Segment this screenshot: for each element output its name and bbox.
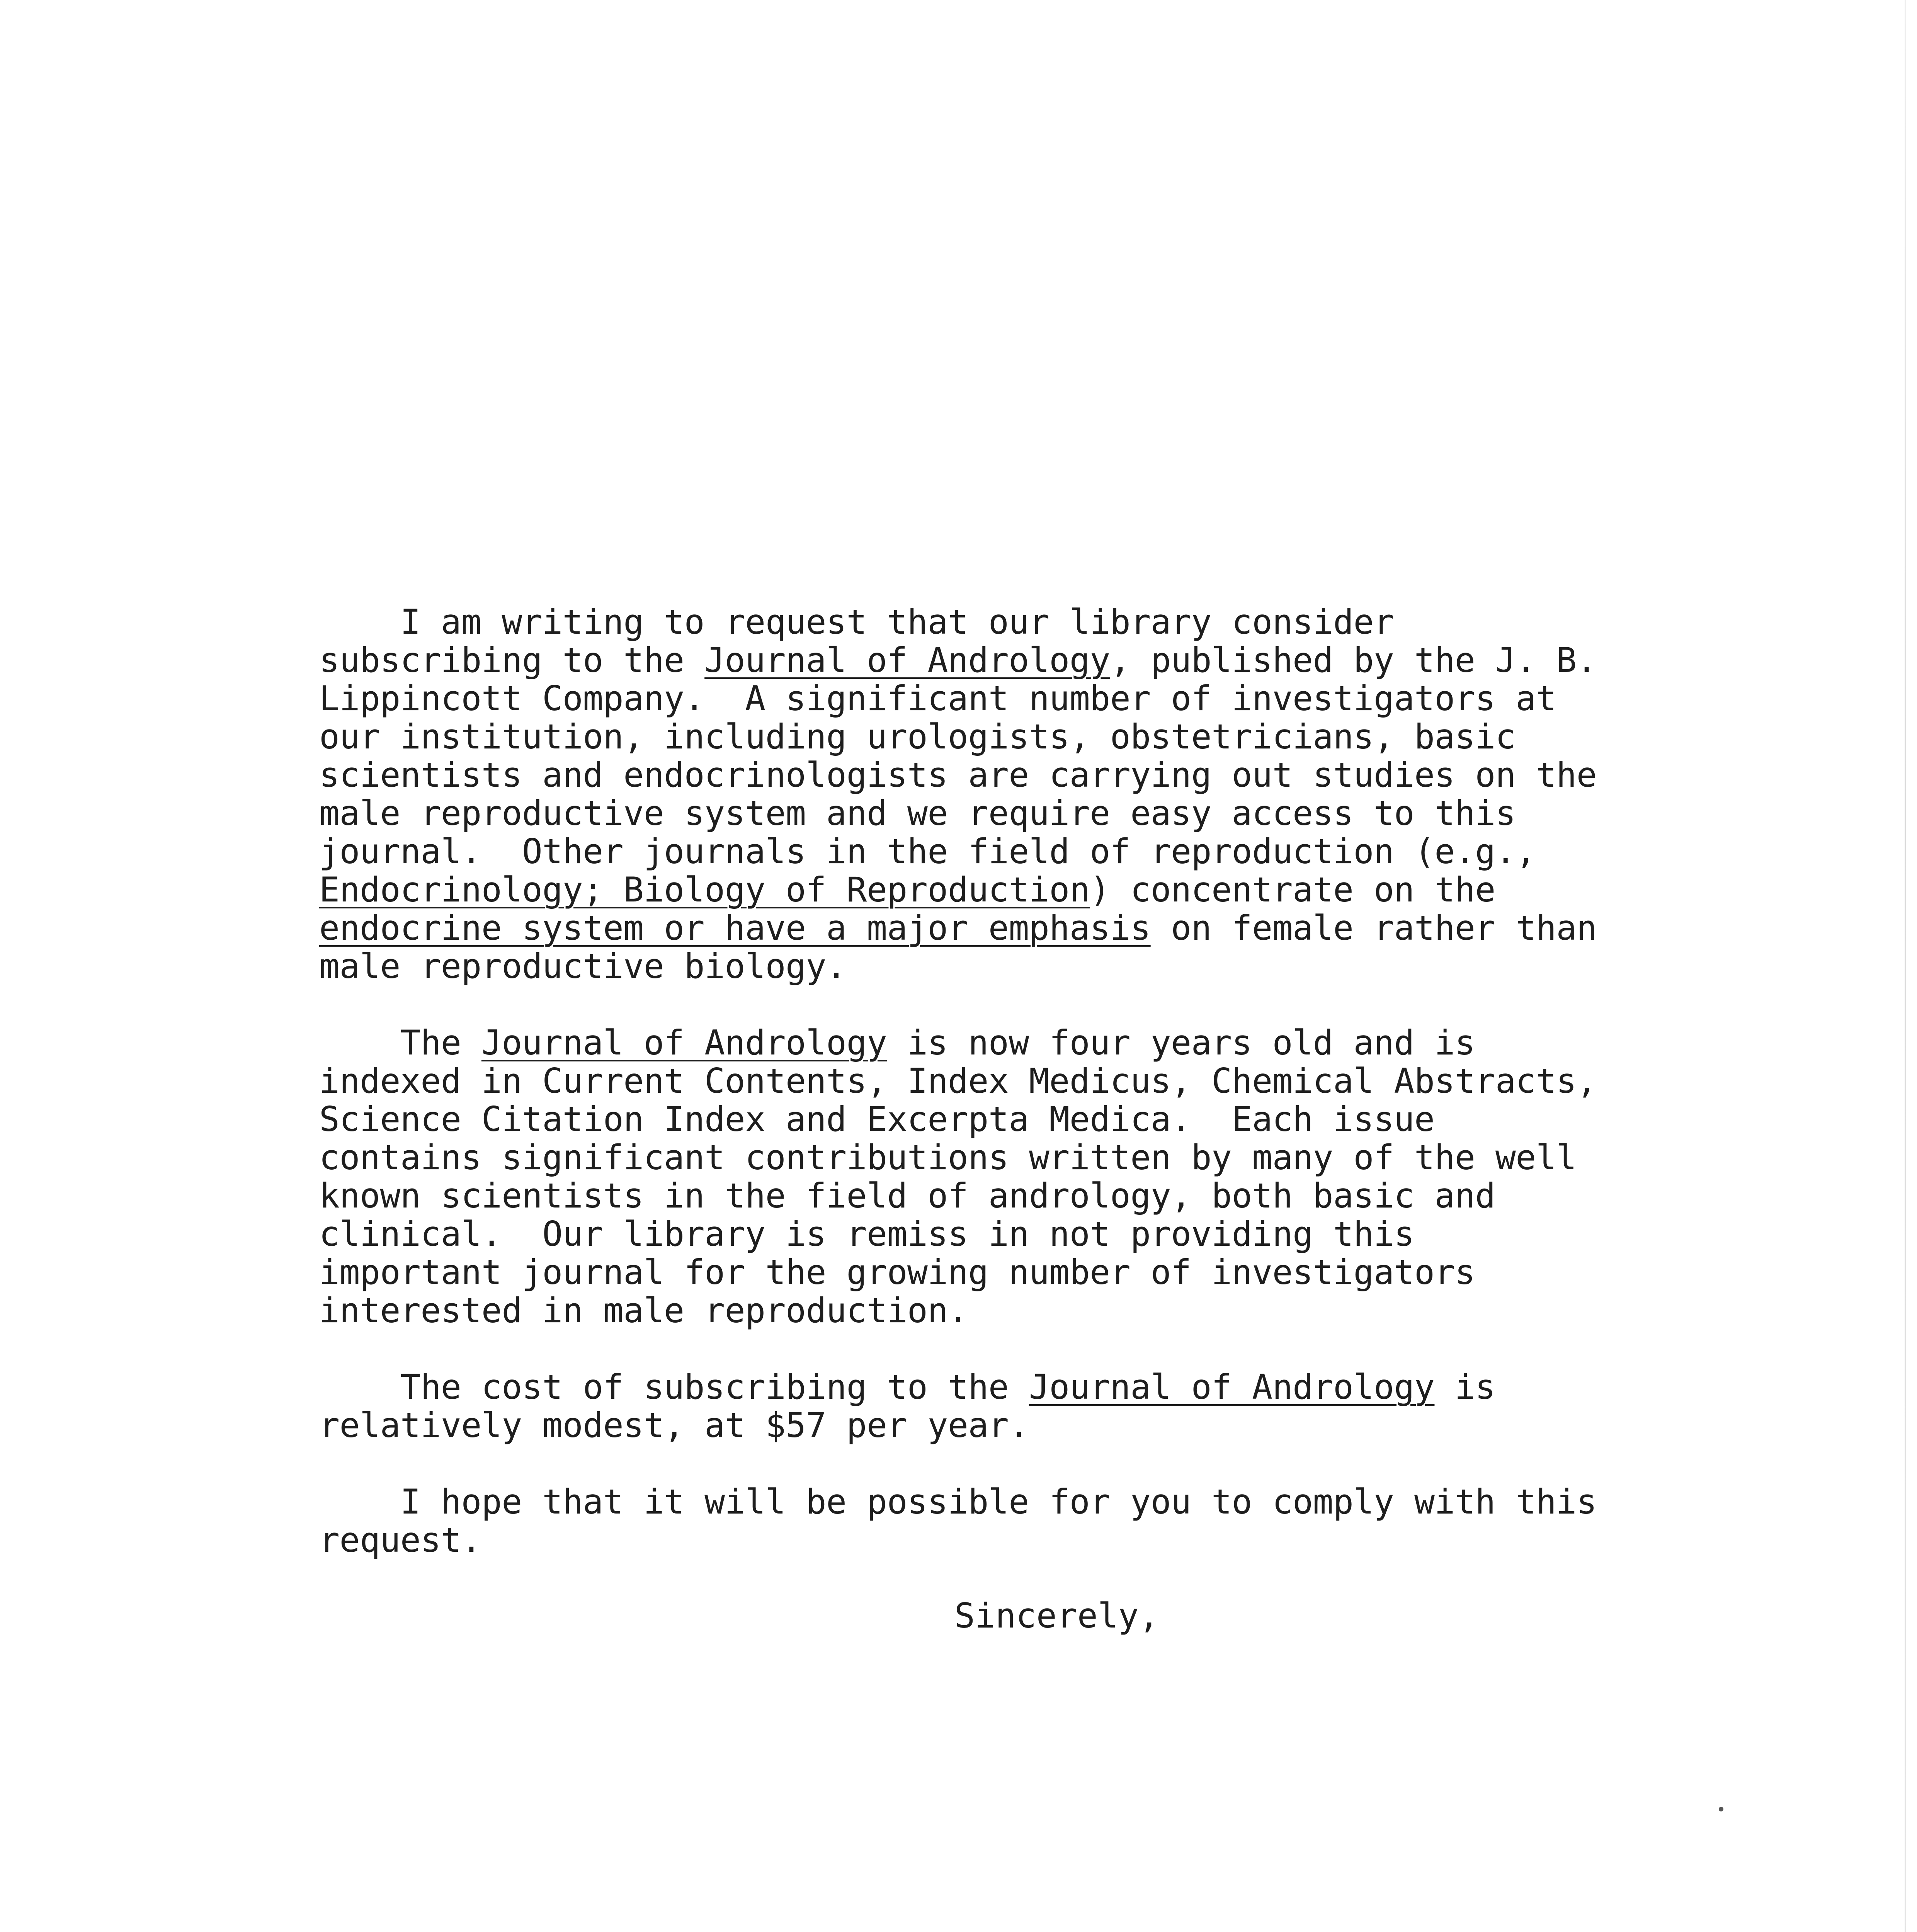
letter-paragraph bbox=[319, 1023, 1597, 1330]
underlined-title: endocrine system or have a major emphasis bbox=[319, 908, 1151, 948]
text-run: important journal for the growing number of investigators bbox=[319, 1252, 1475, 1292]
text-run: ) concentrate on the bbox=[1090, 870, 1495, 910]
text-run: Science Citation Index and Excerpta Medica. Each issue bbox=[319, 1099, 1435, 1139]
text-run: I am writing to request that our library consider bbox=[319, 602, 1394, 642]
text-run: journal. Other journals in the field of reproduction (e.g., bbox=[319, 832, 1536, 871]
letter-line bbox=[319, 832, 1556, 871]
text-run: clinical. Our library is remiss in not providing this bbox=[319, 1214, 1414, 1254]
letter-line bbox=[319, 640, 1597, 680]
letter-line bbox=[319, 1406, 1556, 1444]
letter-line bbox=[319, 603, 1556, 641]
letter-paragraph bbox=[319, 1482, 1597, 1560]
letter-line bbox=[319, 1521, 1556, 1559]
text-run: The cost of subscribing to the bbox=[319, 1367, 1029, 1407]
letter-line bbox=[319, 755, 1597, 795]
underlined-title: Journal of Andrology bbox=[704, 640, 1110, 680]
letter-line bbox=[319, 1291, 1556, 1330]
letter-line bbox=[319, 1061, 1597, 1101]
letter-line bbox=[319, 947, 1556, 985]
text-run: subscribing to the bbox=[319, 640, 705, 680]
text-run: is now four years old and is bbox=[887, 1023, 1475, 1063]
letter-line bbox=[319, 718, 1556, 756]
text-run: male reproductive biology. bbox=[319, 946, 847, 986]
underlined-title: Journal of Andrology bbox=[481, 1023, 887, 1063]
paper-speck bbox=[1719, 1807, 1723, 1811]
letter-line bbox=[319, 1482, 1597, 1522]
text-run: request. bbox=[319, 1520, 481, 1560]
letter-line bbox=[319, 1100, 1556, 1138]
text-run: known scientists in the field of andrology, both basic and bbox=[319, 1176, 1495, 1216]
letter-paragraph bbox=[319, 1368, 1556, 1444]
text-run: contains significant contributions written by many of the well bbox=[319, 1138, 1577, 1177]
letter-line bbox=[319, 1368, 1556, 1406]
text-run: on female rather than bbox=[1150, 908, 1597, 948]
closing-sincerely: Sincerely, bbox=[954, 1596, 1159, 1636]
letter-line bbox=[319, 908, 1597, 948]
underlined-title: Endocrinology; Biology of Reproduction bbox=[319, 870, 1090, 910]
text-run: , published by the J. B. bbox=[1110, 640, 1597, 680]
page-edge bbox=[1905, 0, 1906, 1932]
text-run: our institution, including urologists, obstetricians, basic bbox=[319, 717, 1516, 757]
letter-body bbox=[319, 602, 1597, 1597]
letter-paragraph bbox=[319, 602, 1597, 986]
text-run: indexed in Current Contents, Index Medicus, Chemical Abstracts, bbox=[319, 1061, 1597, 1101]
text-run: I hope that it will be possible for you to comply with this bbox=[319, 1482, 1597, 1522]
text-run: The bbox=[319, 1023, 481, 1063]
letter-line bbox=[319, 1215, 1556, 1253]
text-run: is bbox=[1434, 1367, 1495, 1407]
text-run: interested in male reproduction. bbox=[319, 1291, 968, 1330]
underlined-title: Journal of Andrology bbox=[1029, 1367, 1435, 1407]
text-run: scientists and endocrinologists are carrying out studies on the bbox=[319, 755, 1597, 795]
letter-line bbox=[319, 871, 1556, 909]
letter-line bbox=[319, 1177, 1556, 1215]
text-run: male reproductive system and we require easy access to this bbox=[319, 793, 1516, 833]
text-run: Lippincott Company. A significant number of investigators at bbox=[319, 679, 1556, 718]
letter-line bbox=[319, 1138, 1577, 1177]
letter-line bbox=[319, 679, 1556, 718]
letter-line bbox=[319, 1253, 1556, 1291]
text-run: relatively modest, at $57 per year. bbox=[319, 1405, 1029, 1445]
letter-line bbox=[319, 794, 1556, 832]
letter-line bbox=[319, 1024, 1556, 1062]
